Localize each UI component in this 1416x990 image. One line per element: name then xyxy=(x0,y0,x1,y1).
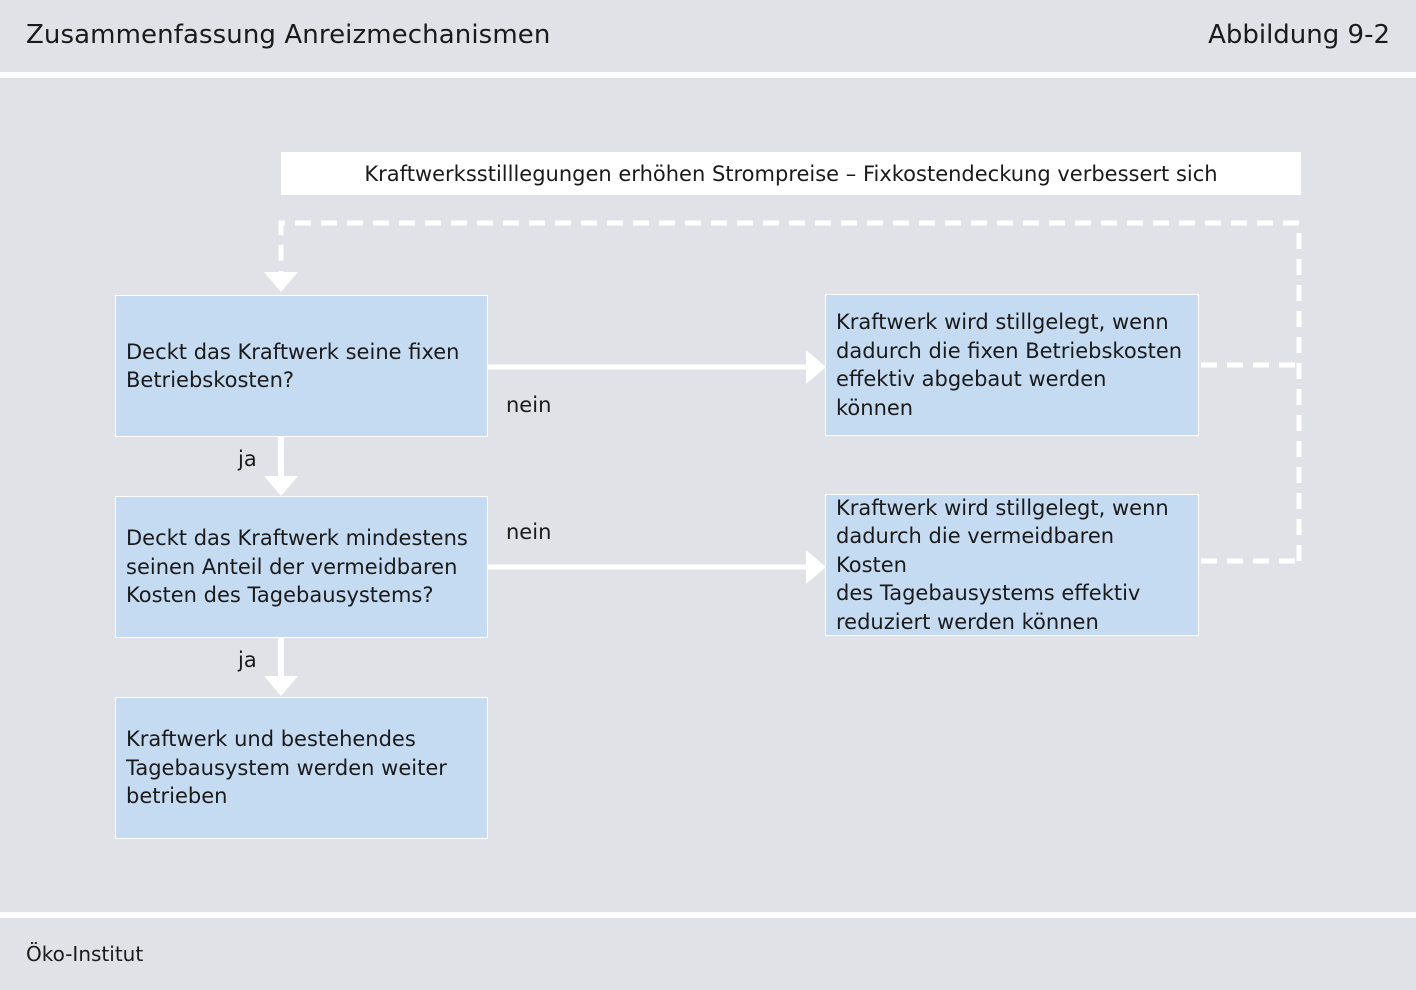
box-line: Tagebausystem werden weiter xyxy=(126,755,447,780)
continue-operation-box xyxy=(115,697,488,839)
box-line: Deckt das Kraftwerk mindestens xyxy=(126,526,468,551)
question-fixed-costs-box xyxy=(115,295,488,437)
box-line: effektiv abgebaut werden können xyxy=(836,367,1107,420)
arrow-nein-2-head xyxy=(806,550,826,584)
feedback-loop-arrowhead xyxy=(264,272,298,292)
source-label: Öko-Institut xyxy=(26,942,144,966)
box-line: dadurch die fixen Betriebskosten xyxy=(836,338,1183,363)
box-line: reduziert werden können xyxy=(836,609,1099,634)
box-line: Kraftwerk und bestehendes xyxy=(126,727,416,752)
shutdown-fixed-costs-box xyxy=(825,294,1199,436)
figure-label: Abbildung 9-2 xyxy=(1208,20,1390,50)
box-line: Kosten des Tagebausystems? xyxy=(126,583,434,608)
box-line: Betriebskosten? xyxy=(126,368,295,392)
arrow-nein-1-head xyxy=(806,350,826,384)
shutdown-avoidable-costs-box xyxy=(825,494,1199,636)
edge-label-ja: ja xyxy=(238,648,257,672)
edge-label-nein: nein xyxy=(506,393,552,417)
edge-label-nein: nein xyxy=(506,520,552,544)
box-line: des Tagebausystems effektiv xyxy=(836,581,1141,606)
page-title: Zusammenfassung Anreizmechanismen xyxy=(26,20,551,50)
feedback-banner: Kraftwerksstilllegungen erhöhen Strompreise – Fixkostendeckung verbessert sich xyxy=(281,152,1301,195)
box-line: seinen Anteil der vermeidbaren xyxy=(126,554,458,579)
edge-label-ja: ja xyxy=(238,447,257,471)
question-avoidable-costs-box xyxy=(115,496,488,638)
arrow-ja-2-head xyxy=(264,676,298,696)
footer-divider xyxy=(0,912,1416,918)
box-line: Kraftwerk wird stillgelegt, wenn xyxy=(836,495,1169,520)
box-line: Deckt das Kraftwerk seine fixen xyxy=(126,339,460,364)
box-line: Kraftwerk wird stillgelegt, wenn xyxy=(836,310,1169,334)
box-line: betrieben xyxy=(126,784,228,809)
box-line: dadurch die vermeidbaren Kosten xyxy=(836,524,1115,577)
arrow-ja-1-head xyxy=(264,476,298,496)
